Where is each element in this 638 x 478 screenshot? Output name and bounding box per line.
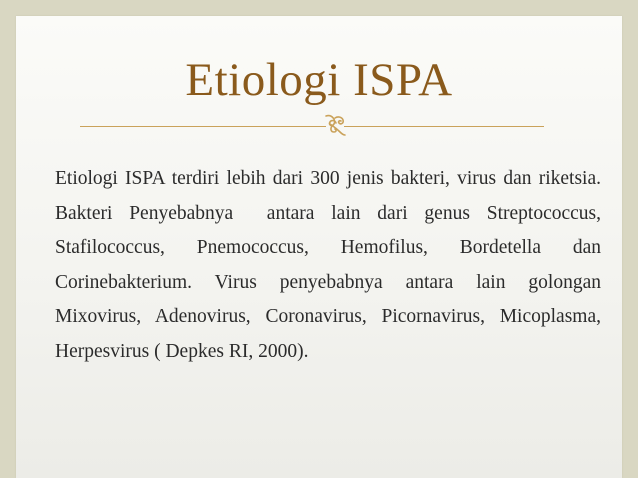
slide-body-text: Etiologi ISPA terdiri lebih dari 300 jenis bakteri, virus dan riketsia. Bakteri Penyebabnya antara lain dari genus Streptococcus, Stafilococcus, Pnemococcus, Hemofilus, Bordetella dan Corinebakterium. Virus penyebabnya antara lain golongan Mixovirus, Adenovirus, Coronavirus, Picornavirus, Micoplasma, Herpesvirus ( Depkes RI, 2000).: [55, 168, 606, 362]
title-divider-left: [80, 126, 326, 127]
slide: [16, 16, 622, 478]
flourish-ornament-icon: [322, 112, 348, 138]
title-divider-right: [344, 126, 544, 127]
slide-title: Etiologi ISPA: [185, 54, 453, 106]
